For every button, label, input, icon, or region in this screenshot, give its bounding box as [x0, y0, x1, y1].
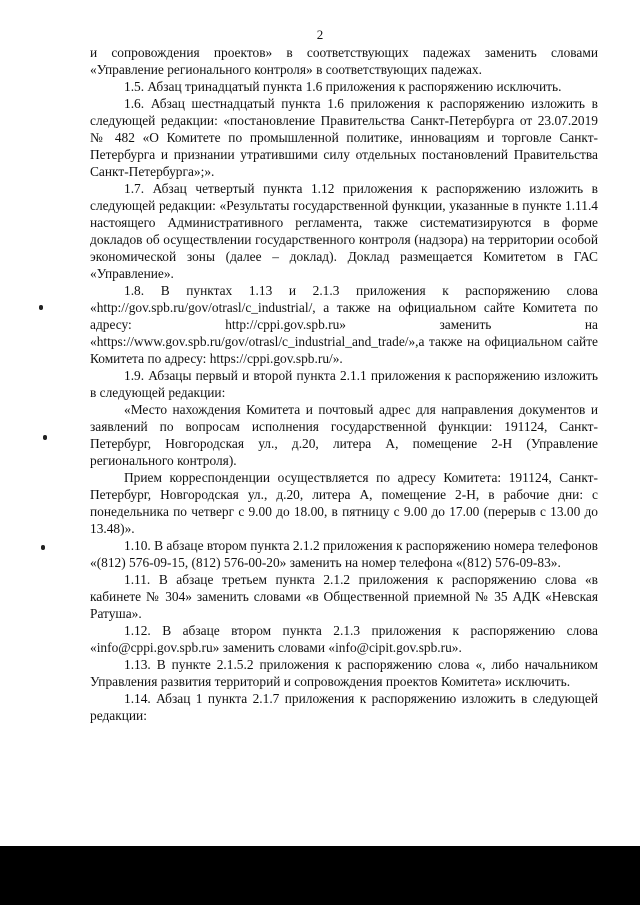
document-body — [90, 44, 598, 724]
paragraph-1-7: 1.7. Абзац четвертый пункта 1.12 приложения к распоряжению изложить в следующей редакции: «Результаты государственной функции, указанные в пункте 1.11.4 настоящего Административного регламента, также систематизируются в форме докладов об осуществлении государственного контроля (надзора) на территории особой экономической зоны (далее – доклад). Доклад размещается Комитетом в ГАС «Управление». — [90, 181, 598, 281]
page-number: 2 — [316, 27, 324, 42]
paragraph-1-8: 1.8. В пунктах 1.13 и 2.1.3 приложения к распоряжению слова «http://gov.spb.ru/gov/otrasl/c_industrial/, а также на официальном сайте Комитета по адресу: http://cppi.gov.spb.ru» заменить на «https://www.gov.spb.ru/gov/otrasl/c_industrial_and_trade/»,а также на официальном сайте Комитета по адресу: https://cppi.gov.spb.ru/». — [90, 283, 598, 366]
paragraph-1-10: 1.10. В абзаце втором пункта 2.1.2 приложения к распоряжению номера телефонов «(812) 576-09-15, (812) 576-00-20» заменить на номер телефона «(812) 576-09-83». — [90, 538, 598, 570]
scan-mark — [41, 545, 45, 550]
paragraph-location: «Место нахождения Комитета и почтовый адрес для направления документов и заявлений по вопросам исполнения государственной функции: 191124, Санкт-Петербург, Новгородская ул., д.20, литера А, помещение 2-Н (Управление регионального контроля). — [90, 402, 598, 468]
paragraph-continuation: и сопровождения проектов» в соответствующих падежах заменить словами «Управление регионального контроля» в соответствующих падежах. — [90, 45, 598, 77]
paragraph-1-12: 1.12. В абзаце втором пункта 2.1.3 приложения к распоряжению слова «info@cppi.gov.spb.ru» заменить словами «info@cipit.gov.spb.ru». — [90, 623, 598, 655]
scan-bottom-band — [0, 846, 640, 905]
scan-mark — [39, 305, 43, 310]
paragraph-1-11: 1.11. В абзаце третьем пункта 2.1.2 приложения к распоряжению слова «в кабинете № 304» заменить словами «в Общественной приемной № 35 АДК «Невская Ратуша». — [90, 572, 598, 621]
paragraph-1-6: 1.6. Абзац шестнадцатый пункта 1.6 приложения к распоряжению изложить в следующей редакции: «постановление Правительства Санкт-Петербурга от 23.07.2019 № 482 «О Комитете по промышленной политике, инновациям и торговле Санкт-Петербурга и признании утратившими силу отдельных постановлений Правительства Санкт-Петербурга»;». — [90, 96, 598, 179]
paragraph-1-13: 1.13. В пункте 2.1.5.2 приложения к распоряжению слова «, либо начальником Управления развития территорий и сопровождения проектов Комитета» исключить. — [90, 657, 598, 689]
paragraph-1-9: 1.9. Абзацы первый и второй пункта 2.1.1 приложения к распоряжению изложить в следующей редакции: — [90, 368, 598, 400]
scan-mark — [43, 435, 47, 440]
paragraph-1-5: 1.5. Абзац тринадцатый пункта 1.6 приложения к распоряжению исключить. — [124, 79, 562, 94]
paragraph-1-14: 1.14. Абзац 1 пункта 2.1.7 приложения к распоряжению изложить в следующей редакции: — [90, 691, 598, 723]
paragraph-reception: Прием корреспонденции осуществляется по адресу Комитета: 191124, Санкт-Петербург, Новгородская ул., д.20, литера А, помещение 2-Н, в рабочие дни: с понедельника по четверг с 9.00 до 18.00, в пятницу с 9.00 до 17.00 (перерыв с 13.00 до 13.48)». — [90, 470, 598, 536]
